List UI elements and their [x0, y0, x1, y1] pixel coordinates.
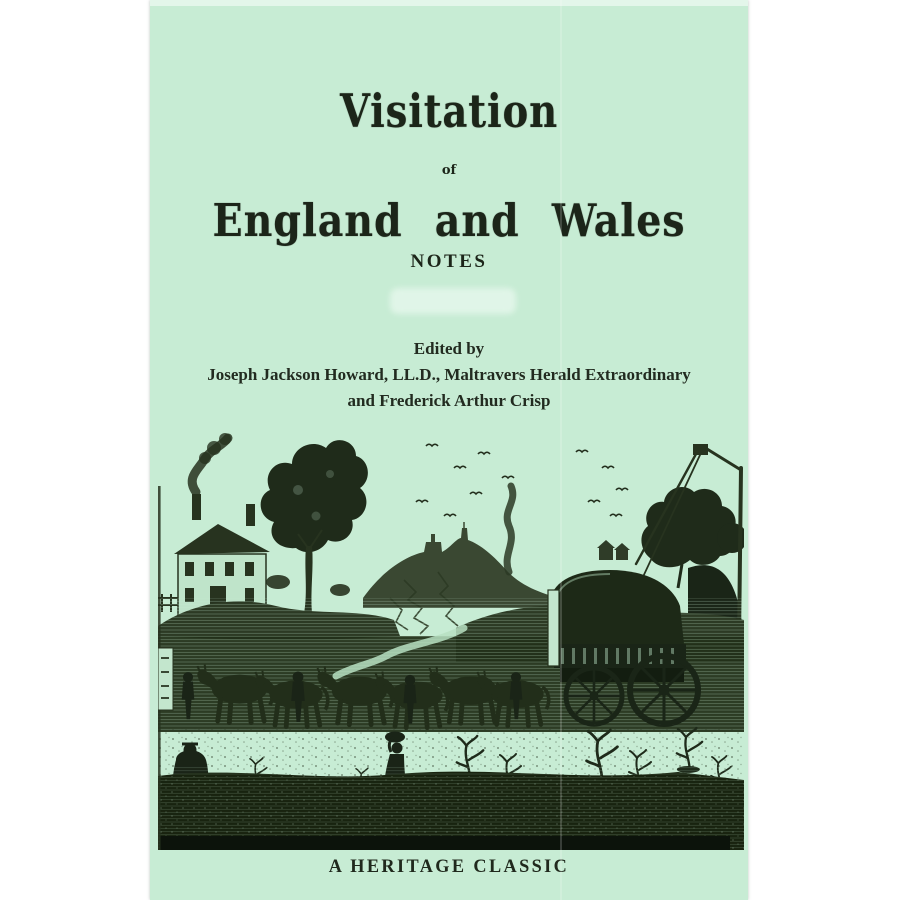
wagon-front-post [548, 590, 559, 666]
hamlet [597, 540, 630, 560]
title-connector: of [441, 163, 457, 178]
editor-line-2: and Frederick Arthur Crisp [347, 391, 551, 410]
bottom-border-bar [160, 836, 730, 850]
rear-wheel [630, 656, 698, 724]
book-title: Visitation [339, 84, 559, 138]
pastoral-engraving [158, 430, 744, 850]
edited-by-label: Edited by [413, 339, 485, 358]
book-cover [150, 0, 748, 900]
farmhouse [174, 433, 270, 616]
front-wheel [566, 668, 622, 724]
publisher-imprint: A HERITAGE CLASSIC [328, 856, 570, 877]
scan-smudge [390, 288, 516, 314]
series-label: NOTES [410, 251, 488, 272]
distant-smoke [507, 486, 513, 572]
distant-castle [363, 522, 566, 608]
credits-block [150, 336, 748, 414]
tall-tree [261, 440, 368, 614]
editor-line-1: Joseph Jackson Howard, LL.D., Maltravers Herald Extraordinary [207, 365, 691, 384]
book-subtitle: England and Wales [212, 194, 686, 247]
birds-flock [416, 444, 628, 516]
